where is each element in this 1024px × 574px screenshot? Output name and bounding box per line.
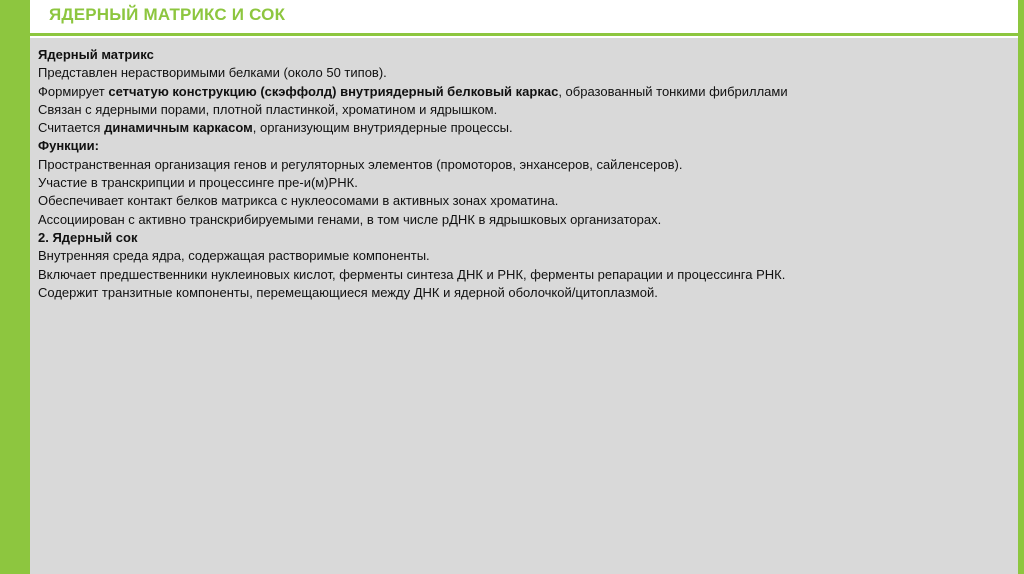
- matrix-line-4-pre: Считается: [38, 120, 105, 136]
- matrix-line-2-pre: Формирует: [38, 83, 109, 99]
- function-item-4: Ассоциирован с активно транскрибируемыми генами, в том числе рДНК в ядрышковых организаторах.: [38, 211, 662, 227]
- slide-title: ЯДЕРНЫЙ МАТРИКС И СОК: [49, 5, 286, 24]
- sok-line-2: Включает предшественники нуклеиновых кислот, ферменты синтеза ДНК и РНК, ферменты репарации и процессинга РНК.: [38, 266, 786, 282]
- function-item-3: Обеспечивает контакт белков матрикса с нуклеосомами в активных зонах хроматина.: [38, 193, 559, 209]
- section-heading-sok: 2. Ядерный сок: [38, 229, 138, 245]
- matrix-line-2-bold: сетчатую конструкцию (скэффолд) внутриядерный белковый каркас: [108, 83, 559, 99]
- sok-line-1: Внутренняя среда ядра, содержащая растворимые компоненты.: [38, 248, 430, 264]
- matrix-line-4-post: , организующим внутриядерные процессы.: [252, 120, 513, 136]
- right-accent-bar: [1018, 0, 1024, 574]
- matrix-line-2: [38, 83, 1010, 101]
- function-item-1: Пространственная организация генов и регуляторных элементов (промоторов, энхансеров, сайленсеров).: [38, 156, 683, 172]
- function-item-2: Участие в транскрипции и процессинге пре-и(м)РНК.: [38, 175, 358, 191]
- matrix-line-3: Связан с ядерными порами, плотной пластинкой, хроматином и ядрышком.: [38, 101, 498, 117]
- functions-heading: Функции:: [38, 138, 99, 154]
- section-heading-matrix: Ядерный матрикс: [38, 47, 154, 62]
- left-accent-bar: [0, 0, 30, 574]
- matrix-line-2-post: , образованный тонкими фибриллами: [558, 83, 788, 99]
- matrix-line-1: Представлен нерастворимыми белками (около 50 типов).: [38, 65, 387, 81]
- matrix-line-4-bold: динамичным каркасом: [104, 120, 253, 136]
- text-block: [38, 46, 1010, 302]
- header-divider: [30, 33, 1018, 36]
- sok-line-3: Содержит транзитные компоненты, перемещающиеся между ДНК и ядерной оболочкой/цитоплазмой.: [38, 284, 658, 300]
- matrix-line-4: [38, 119, 1010, 137]
- content-panel: [30, 38, 1018, 574]
